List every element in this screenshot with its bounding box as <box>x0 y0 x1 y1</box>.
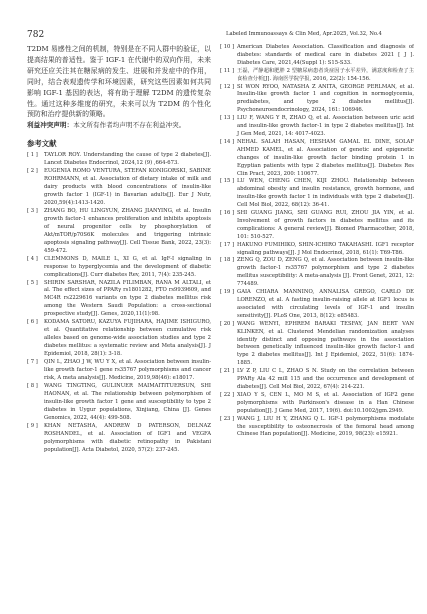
conflict-of-interest-statement <box>27 120 211 131</box>
reference-number: [ 12 ] <box>220 83 235 90</box>
reference-number: [ 10 ] <box>220 44 235 50</box>
reference-item <box>27 359 211 383</box>
reference-item <box>27 152 211 168</box>
reference-item <box>27 383 211 423</box>
reference-text: ZENG Q, ZOU D, ZENG Q, et al. Association between insulin-like growth factor-1 rs35767 polymorphism and type 2 diabetes mellitus susceptibility: A meta-analysis [J]. Front Genet, 2021, 12: 774489. <box>237 257 414 288</box>
reference-number: [ 9 ] <box>27 422 38 429</box>
reference-text: HAKUNO FUMIHIKO, SHIN-ICHIRO TAKAHASHI. IGF1 receptor signaling pathways[J]. J Mol Endocrinol, 2018, 61(1): T69-T86. <box>237 241 414 256</box>
reference-text: WANG WENYI, EPHREM BARAKI TESFAY, JAN BERT VAN KLINKEN, et al. Clustered Mendelian randomization analyses identify distinct and opposing pathways in the association between genetically influenced insulin-like growth factor-1 and type 2 diabetes mellitus[J]. Int J Epidemiol, 2022, 51(6): 1874-1885. <box>237 320 414 367</box>
reference-text: ZHANG BO, HU LINGYUN, ZHANG JIANYING, et al. Insulin growth factor-1 enhances proliferation and inhibits apoptosis of neural progenitor cells by phosphorylation of Akt/mTOR/p70S6K molecules and triggering intrinsic apoptosis signaling pathway[J]. Cell Tissue Bank, 2022, 23(3): 459-472. <box>44 207 211 254</box>
reference-number: [ 14 ] <box>220 138 235 145</box>
reference-number: [ 11 ] <box>220 67 235 74</box>
reference-number: [ 13 ] <box>220 115 235 122</box>
reference-number: [ 4 ] <box>27 255 38 262</box>
reference-item <box>220 242 414 258</box>
reference-text: QIN L, ZHAO J W, WU Y X, et al. Association between insulin-like growth factor-1 gene rs35767 polymorphisms and cancer risk, A meta analysis[J]. Medicine, 2019,98(46): e18017. <box>44 359 211 381</box>
reference-text: KODAMA SATORU, KAZUYA FUJIHARA, HAJIME ISHIGURO, et al. Quantitative relationship between cumulative risk alleles based on genome-wide association studies and type 2 diabetes mellitus: a systematic review and Meta analysis[J]. J Epidemiol, 2018, 28(1): 3-18. <box>44 319 211 358</box>
reference-text: EUGENIA ROMO VENTURA, STEFAN KONIGORSKI, SABINE ROHRMANN, et al. Association of dietary intake of milk and dairy products with blood concentrations of insulin-like growth factor 1 (IGF-1) in Bavarian adults[J]. Eur J Nutr, 2020,59(4):1413-1420. <box>44 168 211 206</box>
reference-item <box>27 168 211 208</box>
left-column <box>27 44 211 604</box>
reference-number: [ 3 ] <box>27 207 38 214</box>
reference-number: [ 21 ] <box>220 368 235 375</box>
reference-text: SI WON RYOO, NATASHA Z ANITA, GEORGE PERLMAN, et al. Insulin-like growth factor 1 and cognition in normoglycemia, prediabetes, and type 2 diabetes mellitus[J]. Psychoneuroendocrinology, 2024, 161: 106946. <box>237 83 414 114</box>
reference-number: [ 18 ] <box>220 257 235 264</box>
reference-number: [ 2 ] <box>27 168 38 175</box>
reference-text: WANG TINGTING, GULINUER MAIMAITITUERSUN, SHI HAONAN, et al. The relationship between polymorphism of insulin-like growth factor 1 gene and susceptibility to type 2 diabetes in Uygur populations, Xinjiang, China [J]. Genes Genomics, 2022, 44(4): 499-508. <box>44 382 211 421</box>
conflict-text: 本文所有作者均声明不存在利益冲突。 <box>73 121 186 130</box>
reference-number: [ 22 ] <box>220 391 235 398</box>
reference-number: [ 20 ] <box>220 320 235 327</box>
reference-text: WANG J, LIU H Y, ZHANG Q L. IGF-1 polymorphisms modulate the susceptibility to osteonecrosis of the femoral head among Chinese Han population[J]. Medicine, 2019, 98(23): e15921. <box>237 415 414 438</box>
reference-number: [ 15 ] <box>220 178 235 185</box>
reference-item <box>27 208 211 256</box>
reference-item <box>27 256 211 280</box>
reference-item <box>27 319 211 359</box>
reference-number: [ 16 ] <box>220 210 235 217</box>
reference-item <box>220 44 414 68</box>
reference-text: NEHAL SALAH HASAN, HESHAM GAMAL EL DINE, SOLAF AHMED KAMEL, et al. Association of genetic and epigenetic changes of insulin-like growth factor binding protein 1 in Egyptian patients with type 2 diabetes mellitus[J]. Diabetes Res Clin Pract, 2023, 200: 110677. <box>237 138 414 177</box>
running-header: Labeled Immunoassays & Clin Med, Apr.2025, Vol.32, No.4 <box>226 31 382 37</box>
reference-text: SHIRIN SARSHAR, NAZILA FILIMBAN, RANA M ALTALI, et al. The effect sizes of PPARγ rs1801282, FTO rs9939609, and MC4R rs2229616 variants on type 2 diabetes mellitus risk among the Western Saudi Population: a cross-sectional prospective study[J]. Genes, 2020,11(1):98. <box>44 279 211 318</box>
reference-text: TAYLOR ROY. Understanding the cause of type 2 diabetes[J]. Lancet Diabetes Endocrinol, 2024,12 (9) ,664-673. <box>44 152 211 167</box>
reference-text: LU WEN, CHENG CHEN, KIJI ZHOU. Relationship between abdominal obesity and insulin resistance, growth hormone, and insulin-like growth factor 1 in individuals with type 2 diabetes[J]. Cell Mol Biol, 2022, 68(12): 36-41. <box>237 178 414 209</box>
reference-text: 王磊，严静超和肥胖 2 型糖尿病患者炎症因子水平差异，满意度和检查了主食检查分析[J]. 海南医学院学报, 2016, 22(2): 154-156. <box>237 67 414 82</box>
article-conclusion-paragraph: T2DM 易感性之间的机制，特别是在不同人群中的验证，以提高结果的普适性。鉴于 IGF-1 在代谢中的双向作用，未来研究还应关注其在糖尿病的发生、进展和并发症中的作用，同时，结合表观遗传学和环境因素，研究这些因素如何共同影响 IGF-1 基因的表达，将有助于理解 T2DM 的遗传复杂性。通过这种多维度的研究，未来可以为 T2DM 的个性化预防和治疗提供新的策略。 <box>27 45 211 119</box>
page-number: 782 <box>27 30 45 40</box>
reference-text: American Diabetes Association. Classification and diagnosis of diabetes: standards of medical care in diabetes 2021 [ J ]. Diabetes Care, 2021,44(Suppl 1): S15-S33. <box>237 44 414 66</box>
reference-item <box>220 115 414 139</box>
reference-text: LV Z P, LIU C L, ZHAO S N. Study on the correlation between PPARγ Ala 42 mill 115 and the occurrence and development of diabetes[J]. Cell Mol Biol, 2022, 67(4): 214-221. <box>237 368 414 390</box>
reference-list-right <box>220 44 414 439</box>
reference-number: [ 6 ] <box>27 319 38 326</box>
reference-item <box>220 321 414 368</box>
reference-item <box>220 368 414 392</box>
reference-item <box>220 68 414 84</box>
reference-item <box>220 178 414 210</box>
reference-text: SHI GUANG JIANG, SHI GUANG RUI, ZHOU JIA YIN, et al. Involvement of growth factors in diabetes mellitus and its complications: A general review[J]. Biomed Pharmacother, 2018, 101: 510-527. <box>237 210 414 240</box>
reference-item <box>27 280 211 320</box>
reference-text: GAIA CHIARA MANNINO, ANNALISA GREGO, CARLO DE LORENZO, et al. A fasting insulin-raising allele at IGF1 locus is associated with circulating levels of IGF-1 and insulin sensitivity[J]. PLoS One, 2013, 8(12): e85483. <box>237 289 414 319</box>
reference-number: [ 8 ] <box>27 382 38 389</box>
reference-item <box>220 84 414 116</box>
reference-number: [ 23 ] <box>220 415 235 422</box>
reference-item <box>220 257 414 289</box>
reference-item <box>220 210 414 242</box>
conflict-label: 利益冲突声明： <box>27 121 74 130</box>
reference-number: [ 7 ] <box>27 359 38 366</box>
reference-item <box>220 416 414 440</box>
reference-number: [ 19 ] <box>220 289 235 296</box>
reference-item <box>220 139 414 179</box>
reference-text: KHAN NETASHA, ANDREW D PATERSON, DELNAZ ROSHANDEL, et al. Association of IGF1 and VEGFA polymorphisms with diabetic retinopathy in Pakistani population[J]. Acta Diabetol, 2020, 57(2): 237-245. <box>44 422 211 453</box>
reference-number: [ 1 ] <box>27 152 38 159</box>
right-column <box>220 44 414 606</box>
reference-text: CLEMMONS D, MAILE L, XI G, et al. IgF-I signaling in response to hyperglycemia and the development of diabetic complications[J]. Curr diabetes Rev, 2011, 7(4): 235-245. <box>44 255 211 278</box>
reference-number: [ 5 ] <box>27 279 38 286</box>
reference-item <box>27 423 211 455</box>
article-body <box>27 44 211 131</box>
references-heading: 参考文献 <box>27 139 57 149</box>
reference-list-left <box>27 152 211 454</box>
reference-number: [ 17 ] <box>220 241 235 248</box>
reference-text: XIAO Y S, CEN L, MO M S, et al. Association of IGF2 gene polymorphisms with Parkinson's disease in a Han Chinese population[J]. J Gene Med, 2017, 19(6). doi:10.1002/jgm.2949. <box>237 391 414 414</box>
reference-item <box>220 289 414 321</box>
reference-item <box>220 392 414 416</box>
reference-text: LIU F, WANG Y R, ZHAO Q, et al. Association between uric acid and insulin-like growth factor-1 in type 2 diabetes mellitus[J]. Int J Gen Med, 2021, 14: 4017-4023. <box>237 115 414 137</box>
